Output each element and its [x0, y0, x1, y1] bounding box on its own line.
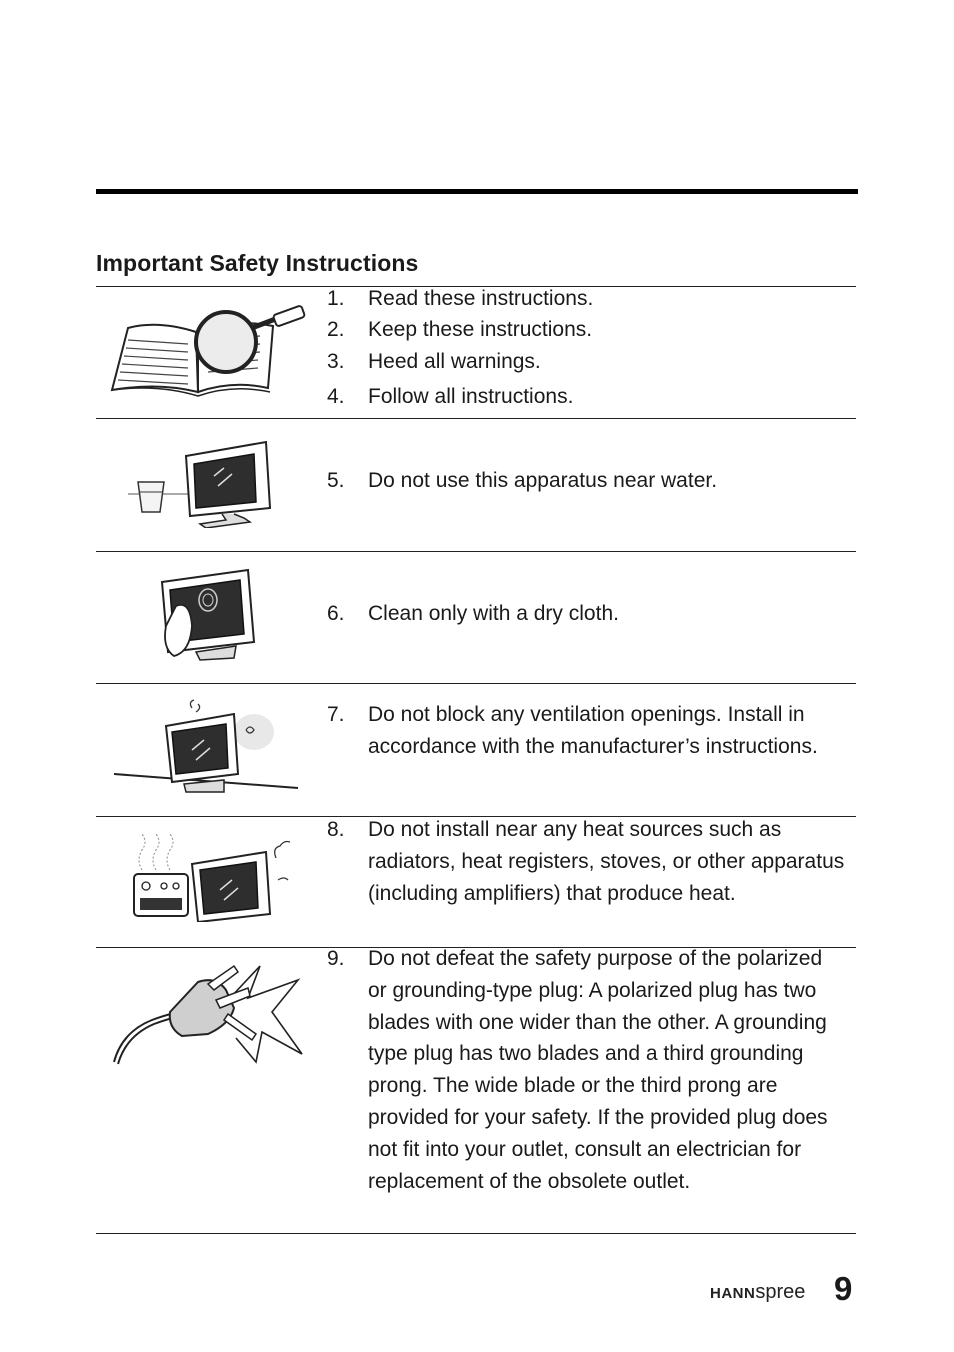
- tv-cloth-illustration: [156, 566, 260, 662]
- item-text: Heed all warnings.: [368, 350, 541, 373]
- item-text: Do not block any ventilation openings. Install in accordance with the manufacturer’s instructions.: [368, 703, 818, 758]
- item-text: Do not use this apparatus near water.: [368, 469, 718, 492]
- item-number: 3.: [327, 350, 345, 373]
- tv-water-illustration: [126, 436, 276, 528]
- row-divider: [96, 551, 856, 552]
- header-rule: [96, 189, 858, 194]
- item-text: Follow all instructions.: [368, 385, 574, 408]
- item-text: Do not install near any heat sources such as radiators, heat registers, stoves, or other apparatus (including amplifiers) that produce heat.: [368, 818, 845, 905]
- item-number: 4.: [327, 385, 345, 408]
- plug-illustration: [112, 962, 306, 1066]
- tv-ventilation-illustration: [112, 698, 302, 794]
- page-number: 9: [834, 1270, 853, 1307]
- page-title: Important Safety Instructions: [96, 250, 419, 276]
- item-number: 6.: [327, 602, 345, 625]
- item-number: 1.: [327, 287, 345, 310]
- item-text: Do not defeat the safety purpose of the polarized or grounding-type plug: A polarized plug has two blades with one wider than the other. A grounding type plug has two blades and a third grounding prong. The wide blade or the third prong are provided for your safety. If the provided plug does not fit into your outlet, consult an electrician for replacement of the obsolete outlet.: [368, 947, 828, 1193]
- row-divider: [96, 418, 856, 419]
- item-text: Read these instructions.: [368, 287, 594, 310]
- brand-bold: HANN: [710, 1285, 756, 1302]
- item-number: 8.: [327, 818, 345, 841]
- brand-logo: [710, 1281, 805, 1304]
- book-magnifier-illustration: [108, 300, 308, 400]
- item-number: 5.: [327, 469, 345, 492]
- item-number: 2.: [327, 318, 345, 341]
- item-text: Clean only with a dry cloth.: [368, 602, 619, 625]
- brand-light: spree: [755, 1281, 806, 1303]
- item-number: 9.: [327, 947, 345, 970]
- tv-heater-illustration: [128, 832, 298, 922]
- item-text: Keep these instructions.: [368, 318, 593, 341]
- row-divider: [96, 683, 856, 684]
- row-divider: [96, 1233, 856, 1234]
- item-number: 7.: [327, 703, 345, 726]
